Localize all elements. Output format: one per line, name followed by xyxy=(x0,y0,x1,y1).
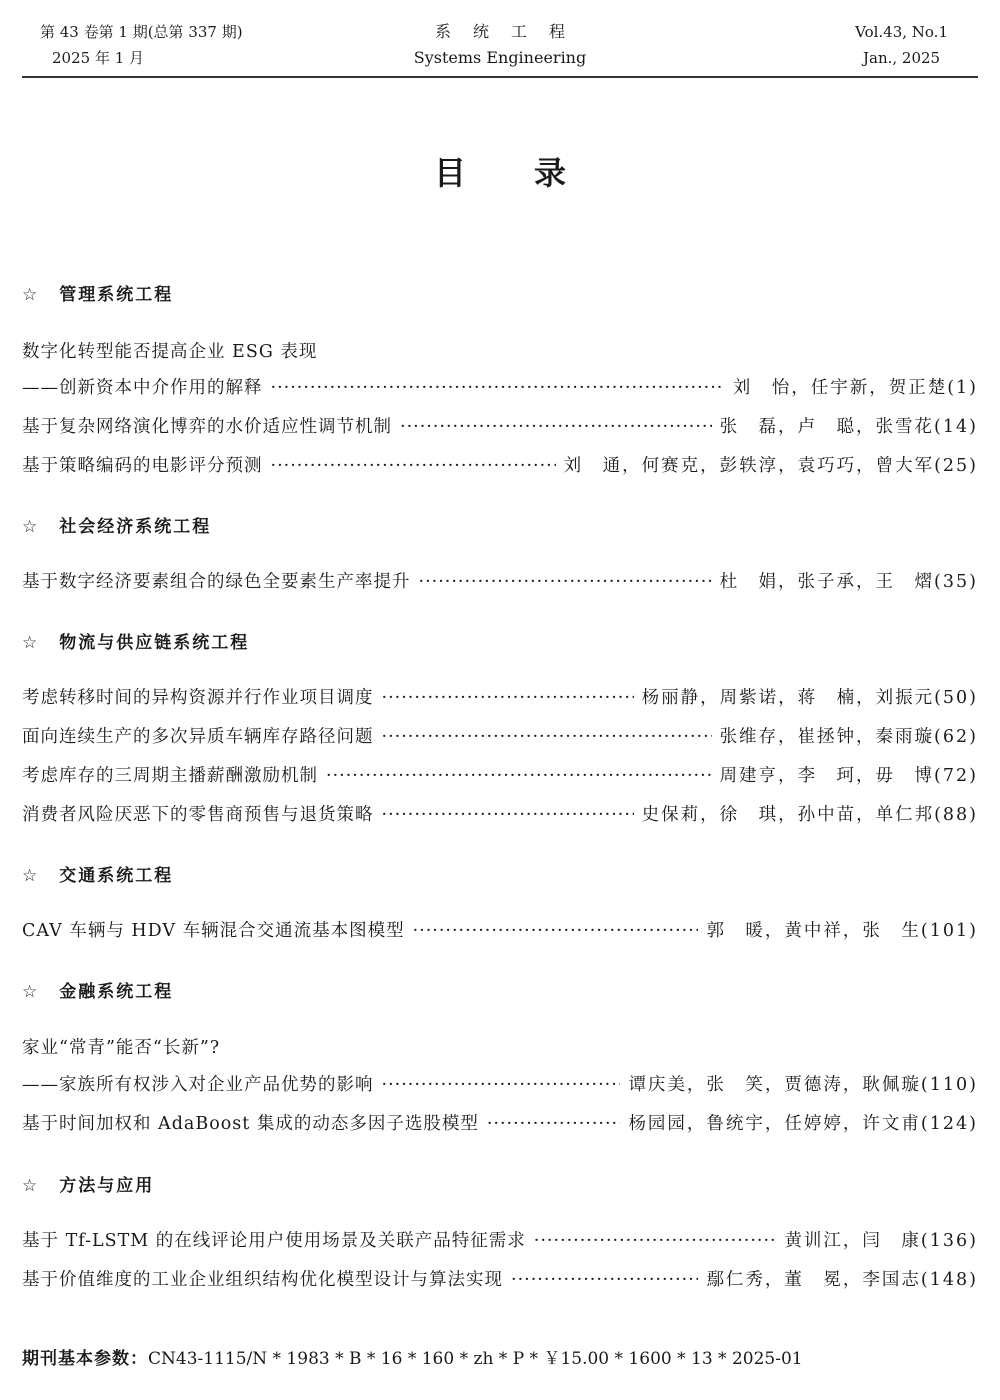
journal-header xyxy=(22,14,978,78)
toc-entry[interactable] xyxy=(22,801,978,829)
journal-parameters xyxy=(22,1344,803,1369)
parameters-label: 期刊基本参数： xyxy=(22,1349,148,1369)
leader-dots xyxy=(487,1114,621,1134)
toc-entry[interactable] xyxy=(22,1266,978,1294)
section-label: 物流与供应链系统工程 xyxy=(59,633,250,653)
issue-date-en: Jan., 2025 xyxy=(863,49,941,67)
toc-entry[interactable] xyxy=(22,452,978,480)
page-title-char-1: 目 xyxy=(433,154,466,192)
journal-name xyxy=(22,19,978,71)
section-heading xyxy=(22,977,173,1002)
star-icon: ☆ xyxy=(22,982,38,1002)
issue-volume: 第 43 卷第 1 期(总第 337 期) xyxy=(40,23,243,41)
section-heading xyxy=(22,861,173,886)
toc-entry-authors: 张维存，崔拯钟，秦雨璇(62) xyxy=(719,727,978,747)
toc-entry-title: CAV 车辆与 HDV 车辆混合交通流基本图模型 xyxy=(22,921,405,941)
toc-entry-title: 考虑转移时间的异构资源并行作业项目调度 xyxy=(22,688,374,708)
toc-entry-authors: 杜 娟，张子承，王 熠(35) xyxy=(719,572,978,592)
toc-entry-title: ——创新资本中介作用的解释 xyxy=(22,378,263,398)
leader-dots xyxy=(382,805,634,825)
leader-dots xyxy=(382,688,634,708)
section-heading xyxy=(22,512,211,537)
star-icon: ☆ xyxy=(22,1176,38,1196)
leader-dots xyxy=(382,727,712,747)
leader-dots xyxy=(511,1270,698,1290)
toc-entry[interactable] xyxy=(22,917,978,945)
star-icon: ☆ xyxy=(22,517,38,537)
toc-entry-title: 基于 Tf-LSTM 的在线评论用户使用场景及关联产品特征需求 xyxy=(22,1231,526,1251)
section-heading xyxy=(22,1171,154,1196)
toc-entry[interactable] xyxy=(22,684,978,712)
toc-entry-title: 基于复杂网络演化博弈的水价适应性调节机制 xyxy=(22,417,392,437)
toc-entry[interactable] xyxy=(22,374,978,402)
toc-entry[interactable] xyxy=(22,762,978,790)
toc-entry-authors: 张 磊，卢 聪，张雪花(14) xyxy=(719,417,978,437)
parameters-value: CN43-1115/N * 1983 * B * 16 * 160 * zh * P * ￥15.00 * 1600 * 13 * 2025-01 xyxy=(148,1349,803,1369)
toc-entry-title: 面向连续生产的多次异质车辆库存路径问题 xyxy=(22,727,374,747)
leader-dots xyxy=(534,1231,777,1251)
section-label: 社会经济系统工程 xyxy=(59,517,212,537)
leader-dots xyxy=(271,456,556,476)
leader-dots xyxy=(326,766,712,786)
toc-entry-authors: 周建亨，李 珂，毋 博(72) xyxy=(719,766,978,786)
star-icon: ☆ xyxy=(22,866,38,886)
toc-entry-authors: 史保莉，徐 琪，孙中苗，单仁邦(88) xyxy=(641,805,978,825)
section-label: 管理系统工程 xyxy=(59,285,174,305)
toc-entry-authors: 郭 暖，黄中祥，张 生(101) xyxy=(706,921,978,941)
toc-entry-title: 消费者风险厌恶下的零售商预售与退货策略 xyxy=(22,805,374,825)
toc-entry-title: ——家族所有权涉入对企业产品优势的影响 xyxy=(22,1075,374,1095)
page-title xyxy=(0,148,1000,194)
toc-entry[interactable] xyxy=(22,568,978,596)
issue-date: 2025 年 1 月 xyxy=(52,49,145,67)
leader-dots xyxy=(400,417,712,437)
toc-entry-authors: 刘 怡，任宇新，贺正楚(1) xyxy=(732,378,978,398)
star-icon: ☆ xyxy=(22,633,38,653)
toc-entry-authors: 刘 通，何赛克，彭轶淳，袁巧巧，曾大军(25) xyxy=(563,456,978,476)
toc-entry-title: 基于策略编码的电影评分预测 xyxy=(22,456,263,476)
toc-entry-authors: 谭庆美，张 笑，贾德涛，耿佩璇(110) xyxy=(628,1075,978,1095)
toc-entry-title: 基于价值维度的工业企业组织结构优化模型设计与算法实现 xyxy=(22,1270,503,1290)
toc-entry-title: 家业“常青”能否“长新”? xyxy=(22,1038,221,1058)
leader-dots xyxy=(271,378,725,398)
toc-entry-authors: 杨园园，鲁统宇，任婷婷，许文甫(124) xyxy=(628,1114,978,1134)
leader-dots xyxy=(382,1075,621,1095)
leader-dots xyxy=(419,572,712,592)
toc-entry-authors: 鄢仁秀，董 冕，李国志(148) xyxy=(706,1270,978,1290)
issue-volume-en: Vol.43, No.1 xyxy=(855,23,948,41)
toc-entry-title: 基于数字经济要素组合的绿色全要素生产率提升 xyxy=(22,572,411,592)
toc-entry-title: 基于时间加权和 AdaBoost 集成的动态多因子选股模型 xyxy=(22,1114,479,1134)
toc-entry-authors: 黄训江，闫 康(136) xyxy=(784,1231,978,1251)
page-title-char-2: 录 xyxy=(533,154,566,192)
section-label: 交通系统工程 xyxy=(59,866,174,886)
toc-entry[interactable] xyxy=(22,1071,978,1099)
toc-entry[interactable] xyxy=(22,1110,978,1138)
section-label: 金融系统工程 xyxy=(59,982,174,1002)
section-label: 方法与应用 xyxy=(59,1176,155,1196)
journal-name-cn: 系统工程 xyxy=(434,22,587,41)
toc-entry[interactable] xyxy=(22,1227,978,1255)
toc-entry[interactable] xyxy=(22,413,978,441)
issue-info-en xyxy=(855,19,948,71)
toc-entry-title: 数字化转型能否提高企业 ESG 表现 xyxy=(22,342,318,362)
journal-name-en: Systems Engineering xyxy=(413,48,587,67)
star-icon: ☆ xyxy=(22,285,38,305)
toc-entry[interactable] xyxy=(22,723,978,751)
section-heading xyxy=(22,280,173,305)
toc-entry-title: 考虑库存的三周期主播薪酬激励机制 xyxy=(22,766,318,786)
section-heading xyxy=(22,628,249,653)
leader-dots xyxy=(413,921,699,941)
toc-entry-authors: 杨丽静，周紫诺，蒋 楠，刘振元(50) xyxy=(641,688,978,708)
